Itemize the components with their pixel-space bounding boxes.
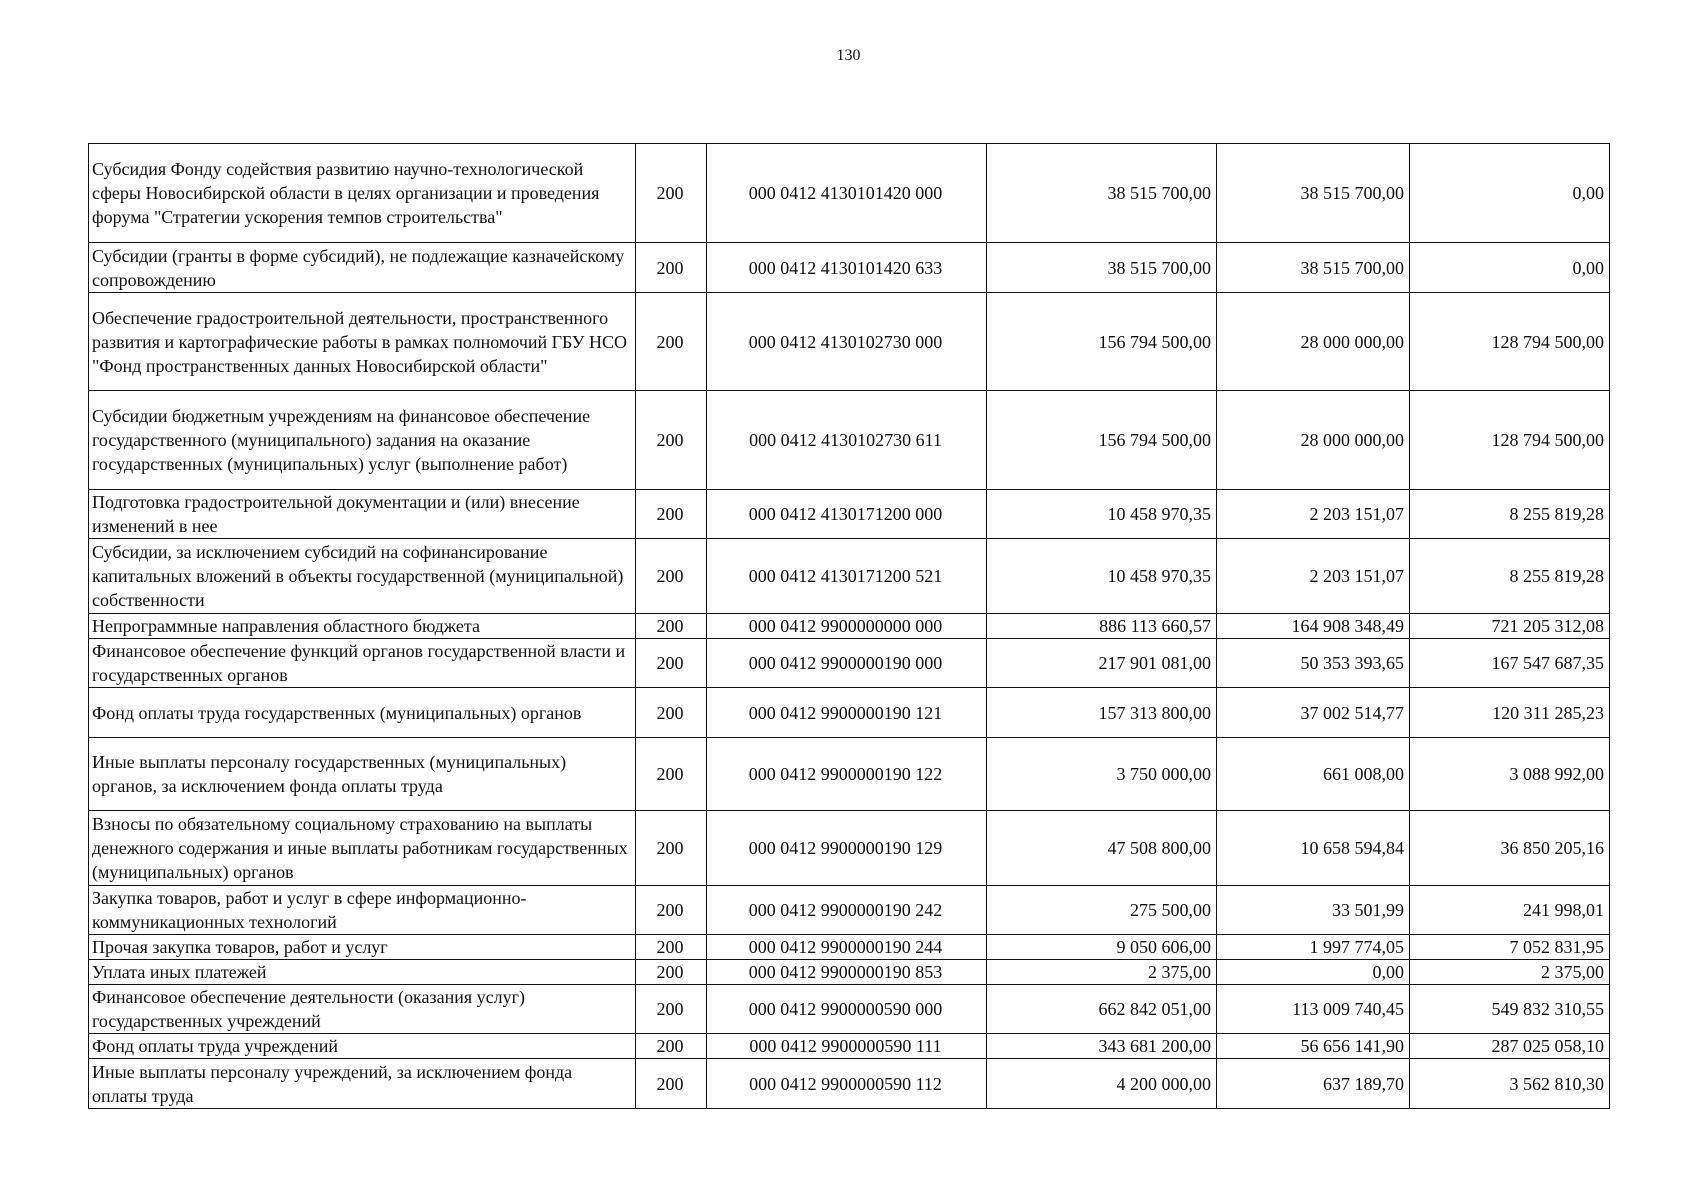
row-name-cell: Фонд оплаты труда государственных (муниципальных) органов [89, 688, 636, 738]
row-classification-cell: 000 0412 4130171200 000 [707, 490, 987, 539]
table-row [89, 539, 1610, 614]
row-unexecuted-cell: 0,00 [1410, 243, 1610, 293]
row-classification-cell: 000 0412 9900000590 112 [707, 1059, 987, 1109]
row-name-cell: Иные выплаты персоналу государственных (муниципальных) органов, за исключением фонда оплаты труда [89, 738, 636, 811]
row-name-cell: Субсидии бюджетным учреждениям на финансовое обеспечение государственного (муниципального) задания на оказание государственных (муниципальных) услуг (выполнение работ) [89, 391, 636, 490]
row-name-cell: Субсидии, за исключением субсидий на софинансирование капитальных вложений в объекты государственной (муниципальной) собственности [89, 539, 636, 614]
row-approved-cell: 3 750 000,00 [987, 738, 1217, 811]
row-executed-cell: 38 515 700,00 [1217, 243, 1410, 293]
row-approved-cell: 2 375,00 [987, 960, 1217, 985]
row-executed-cell: 37 002 514,77 [1217, 688, 1410, 738]
row-approved-cell: 886 113 660,57 [987, 614, 1217, 639]
row-code-cell: 200 [636, 886, 707, 935]
row-code-cell: 200 [636, 293, 707, 391]
row-name-cell: Закупка товаров, работ и услуг в сфере информационно-коммуникационных технологий [89, 886, 636, 935]
row-executed-cell: 2 203 151,07 [1217, 490, 1410, 539]
row-code-cell: 200 [636, 614, 707, 639]
row-unexecuted-cell: 3 088 992,00 [1410, 738, 1610, 811]
table-row [89, 243, 1610, 293]
row-name-cell: Иные выплаты персоналу учреждений, за исключением фонда оплаты труда [89, 1059, 636, 1109]
row-classification-cell: 000 0412 4130102730 611 [707, 391, 987, 490]
row-classification-cell: 000 0412 4130102730 000 [707, 293, 987, 391]
row-code-cell: 200 [636, 1034, 707, 1059]
row-classification-cell: 000 0412 9900000190 242 [707, 886, 987, 935]
table-row [89, 293, 1610, 391]
table-row [89, 738, 1610, 811]
row-executed-cell: 38 515 700,00 [1217, 144, 1410, 243]
row-code-cell: 200 [636, 144, 707, 243]
row-code-cell: 200 [636, 243, 707, 293]
table-row [89, 1034, 1610, 1059]
row-executed-cell: 661 008,00 [1217, 738, 1410, 811]
row-approved-cell: 343 681 200,00 [987, 1034, 1217, 1059]
row-name-cell: Подготовка градостроительной документации и (или) внесение изменений в нее [89, 490, 636, 539]
row-name-cell: Финансовое обеспечение деятельности (оказания услуг) государственных учреждений [89, 985, 636, 1034]
row-approved-cell: 4 200 000,00 [987, 1059, 1217, 1109]
row-unexecuted-cell: 8 255 819,28 [1410, 490, 1610, 539]
row-code-cell: 200 [636, 490, 707, 539]
row-name-cell: Субсидии (гранты в форме субсидий), не подлежащие казначейскому сопровождению [89, 243, 636, 293]
row-code-cell: 200 [636, 960, 707, 985]
row-executed-cell: 2 203 151,07 [1217, 539, 1410, 614]
row-code-cell: 200 [636, 391, 707, 490]
row-executed-cell: 10 658 594,84 [1217, 811, 1410, 886]
row-name-cell: Финансовое обеспечение функций органов государственной власти и государственных органов [89, 639, 636, 688]
row-unexecuted-cell: 2 375,00 [1410, 960, 1610, 985]
table-row [89, 811, 1610, 886]
row-executed-cell: 1 997 774,05 [1217, 935, 1410, 960]
row-classification-cell: 000 0412 9900000590 000 [707, 985, 987, 1034]
page-number: 130 [836, 47, 861, 64]
row-approved-cell: 156 794 500,00 [987, 391, 1217, 490]
table-row [89, 960, 1610, 985]
row-code-cell: 200 [636, 539, 707, 614]
table-row [89, 639, 1610, 688]
row-executed-cell: 164 908 348,49 [1217, 614, 1410, 639]
row-unexecuted-cell: 128 794 500,00 [1410, 293, 1610, 391]
row-approved-cell: 156 794 500,00 [987, 293, 1217, 391]
row-code-cell: 200 [636, 935, 707, 960]
budget-table-body [89, 144, 1610, 1109]
row-approved-cell: 10 458 970,35 [987, 490, 1217, 539]
row-classification-cell: 000 0412 9900000190 244 [707, 935, 987, 960]
row-name-cell: Прочая закупка товаров, работ и услуг [89, 935, 636, 960]
row-executed-cell: 28 000 000,00 [1217, 391, 1410, 490]
row-unexecuted-cell: 167 547 687,35 [1410, 639, 1610, 688]
row-code-cell: 200 [636, 738, 707, 811]
row-unexecuted-cell: 721 205 312,08 [1410, 614, 1610, 639]
row-approved-cell: 157 313 800,00 [987, 688, 1217, 738]
row-unexecuted-cell: 128 794 500,00 [1410, 391, 1610, 490]
row-unexecuted-cell: 3 562 810,30 [1410, 1059, 1610, 1109]
row-classification-cell: 000 0412 9900000190 853 [707, 960, 987, 985]
row-unexecuted-cell: 241 998,01 [1410, 886, 1610, 935]
row-classification-cell: 000 0412 9900000190 000 [707, 639, 987, 688]
row-approved-cell: 9 050 606,00 [987, 935, 1217, 960]
row-classification-cell: 000 0412 9900000000 000 [707, 614, 987, 639]
table-row [89, 391, 1610, 490]
table-row [89, 886, 1610, 935]
row-executed-cell: 33 501,99 [1217, 886, 1410, 935]
row-code-cell: 200 [636, 985, 707, 1034]
row-name-cell: Субсидия Фонду содействия развитию научно-технологической сферы Новосибирской области в целях организации и проведения форума "Стратегии ускорения темпов строительства" [89, 144, 636, 243]
row-executed-cell: 113 009 740,45 [1217, 985, 1410, 1034]
table-row [89, 688, 1610, 738]
row-classification-cell: 000 0412 9900000190 121 [707, 688, 987, 738]
row-executed-cell: 28 000 000,00 [1217, 293, 1410, 391]
budget-table [88, 143, 1610, 1109]
row-unexecuted-cell: 7 052 831,95 [1410, 935, 1610, 960]
row-executed-cell: 50 353 393,65 [1217, 639, 1410, 688]
table-row [89, 144, 1610, 243]
row-approved-cell: 275 500,00 [987, 886, 1217, 935]
table-row [89, 490, 1610, 539]
row-approved-cell: 662 842 051,00 [987, 985, 1217, 1034]
row-name-cell: Обеспечение градостроительной деятельности, пространственного развития и картографические работы в рамках полномочий ГБУ НСО "Фонд пространственных данных Новосибирской области" [89, 293, 636, 391]
row-executed-cell: 56 656 141,90 [1217, 1034, 1410, 1059]
row-executed-cell: 637 189,70 [1217, 1059, 1410, 1109]
row-code-cell: 200 [636, 639, 707, 688]
table-row [89, 1059, 1610, 1109]
row-approved-cell: 38 515 700,00 [987, 243, 1217, 293]
row-code-cell: 200 [636, 1059, 707, 1109]
row-approved-cell: 47 508 800,00 [987, 811, 1217, 886]
row-approved-cell: 10 458 970,35 [987, 539, 1217, 614]
row-name-cell: Взносы по обязательному социальному страхованию на выплаты денежного содержания и иные выплаты работникам государственных (муниципальных) органов [89, 811, 636, 886]
row-approved-cell: 38 515 700,00 [987, 144, 1217, 243]
row-approved-cell: 217 901 081,00 [987, 639, 1217, 688]
row-classification-cell: 000 0412 4130101420 000 [707, 144, 987, 243]
row-classification-cell: 000 0412 4130101420 633 [707, 243, 987, 293]
row-unexecuted-cell: 549 832 310,55 [1410, 985, 1610, 1034]
row-code-cell: 200 [636, 811, 707, 886]
row-unexecuted-cell: 287 025 058,10 [1410, 1034, 1610, 1059]
row-name-cell: Уплата иных платежей [89, 960, 636, 985]
row-code-cell: 200 [636, 688, 707, 738]
row-name-cell: Фонд оплаты труда учреждений [89, 1034, 636, 1059]
row-classification-cell: 000 0412 9900000590 111 [707, 1034, 987, 1059]
table-row [89, 614, 1610, 639]
row-name-cell: Непрограммные направления областного бюджета [89, 614, 636, 639]
row-executed-cell: 0,00 [1217, 960, 1410, 985]
row-unexecuted-cell: 0,00 [1410, 144, 1610, 243]
row-unexecuted-cell: 36 850 205,16 [1410, 811, 1610, 886]
row-unexecuted-cell: 8 255 819,28 [1410, 539, 1610, 614]
row-classification-cell: 000 0412 9900000190 129 [707, 811, 987, 886]
table-row [89, 985, 1610, 1034]
row-classification-cell: 000 0412 4130171200 521 [707, 539, 987, 614]
row-unexecuted-cell: 120 311 285,23 [1410, 688, 1610, 738]
row-classification-cell: 000 0412 9900000190 122 [707, 738, 987, 811]
table-row [89, 935, 1610, 960]
